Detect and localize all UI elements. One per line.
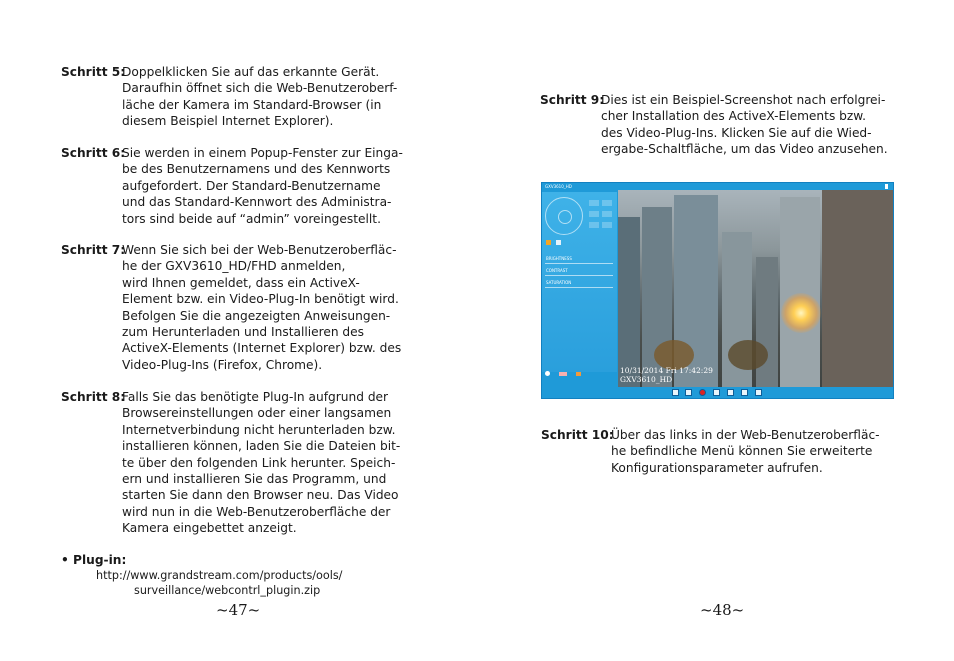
ptz-button[interactable] xyxy=(602,222,612,228)
osd-camera-name: GXV3610_HD xyxy=(620,375,673,384)
language-icon[interactable] xyxy=(559,372,567,376)
ptz-button[interactable] xyxy=(589,211,599,217)
color-icon[interactable] xyxy=(546,240,551,245)
tree xyxy=(728,340,768,370)
step-text: Wenn Sie sich bei der Web-Benutzeroberfläc- he der GXV3610_HD/FHD anmelden, wird Ihnen gemeldet, dass ein ActiveX- Element bzw. ein Video-Plug-In benötigt wird. Befolgen Sie die angezeigten Anweisungen- zum Herunterladen und Installieren des ActiveX-Elements (Internet Explorer) bzw. des Video-Plug-Ins (Firefox, Chrome). xyxy=(122,243,402,372)
zoom-button[interactable] xyxy=(741,389,748,396)
plugin-section xyxy=(61,552,343,597)
building xyxy=(756,257,778,387)
ptz-button[interactable] xyxy=(602,200,612,206)
building xyxy=(780,197,820,387)
ptz-button[interactable] xyxy=(589,222,599,228)
step-9 xyxy=(540,92,888,158)
step-text: Sie werden in einem Popup-Fenster zur Einga- be des Benutzernamens und des Kennworts aufgefordert. Der Standard-Benutzername und das Standard-Kennwort des Administra- tors sind beide auf “admin” voreingestellt. xyxy=(122,146,403,226)
live-video-view[interactable] xyxy=(618,190,894,387)
step-text: Falls Sie das benötigte Plug-In aufgrund der Browsereinstellungen oder einer langsamen Internetverbindung nicht herunterladen bzw. installieren können, laden Sie die Dateien bit- te über den folgenden Link herunter. Speich- ern und installieren Sie das Programm, und starten Sie dann den Browser neu. Das Video wird nun in die Web-Benutzeroberfläche der Kamera eingebettet anzeigt. xyxy=(122,390,401,536)
plugin-link-line-2[interactable]: surveillance/webcontrl_plugin.zip xyxy=(134,584,321,597)
building xyxy=(618,217,640,387)
settings-button[interactable] xyxy=(755,389,762,396)
step-8 xyxy=(61,389,400,537)
step-text: Über das links in der Web-Benutzeroberfläc- he befindliche Menü können Sie erweiterte Konfigurationsparameter aufrufen. xyxy=(611,428,880,475)
osd-timestamp: 10/31/2014 Fri 17:42:29 xyxy=(620,366,713,375)
audio-button[interactable] xyxy=(727,389,734,396)
slider-label-saturation: SATURATION xyxy=(546,280,572,285)
step-label: Schritt 10: xyxy=(541,428,614,442)
ptz-control-wheel[interactable] xyxy=(545,197,583,235)
step-label: Schritt 6: xyxy=(61,146,126,160)
step-label: Schritt 9: xyxy=(540,93,605,107)
step-7 xyxy=(61,242,401,373)
saturation-slider[interactable] xyxy=(545,287,613,288)
ptz-button[interactable] xyxy=(602,211,612,217)
contrast-slider[interactable] xyxy=(545,275,613,276)
ptz-button[interactable] xyxy=(589,200,599,206)
building xyxy=(822,190,894,387)
slider-label-brightness: BRIGHTNESS xyxy=(546,256,572,261)
snapshot-button[interactable] xyxy=(713,389,720,396)
page-number-left: ~47~ xyxy=(216,601,261,619)
plugin-link-line-1[interactable]: http://www.grandstream.com/products/ools/ xyxy=(96,569,343,582)
fullscreen-button[interactable] xyxy=(685,389,692,396)
step-5 xyxy=(61,64,397,130)
brightness-slider[interactable] xyxy=(545,263,613,264)
user-icon[interactable] xyxy=(545,371,550,376)
page-number-right: ~48~ xyxy=(700,601,745,619)
step-text: Dies ist ein Beispiel-Screenshot nach erfolgrei- cher Installation des ActiveX-Elements bzw. des Video-Plug-Ins. Klicken Sie auf die Wied- ergabe-Schaltfläche, um das Video anzusehen. xyxy=(601,93,888,157)
step-label: Schritt 7: xyxy=(61,243,126,257)
tool-icon xyxy=(885,184,888,189)
stop-button[interactable] xyxy=(672,389,679,396)
step-label: Schritt 5: xyxy=(61,65,126,79)
slider-label-contrast: CONTRAST xyxy=(546,268,568,273)
window-title: GXV3610_HD xyxy=(545,184,572,189)
step-6 xyxy=(61,145,403,227)
camera-web-ui-screenshot xyxy=(541,182,894,399)
sidebar-menu xyxy=(542,192,617,372)
record-button[interactable] xyxy=(699,389,706,396)
logout-icon[interactable] xyxy=(576,372,581,376)
step-label: Schritt 8: xyxy=(61,390,126,404)
step-10 xyxy=(541,427,880,476)
plugin-label: • Plug-in: xyxy=(61,553,127,567)
step-text: Doppelklicken Sie auf das erkannte Gerät. Daraufhin öffnet sich die Web-Benutzeroberf- läche der Kamera im Standard-Browser (in diesem Beispiel Internet Explorer). xyxy=(122,65,398,129)
settings-icon[interactable] xyxy=(556,240,561,245)
street-light xyxy=(781,293,821,333)
